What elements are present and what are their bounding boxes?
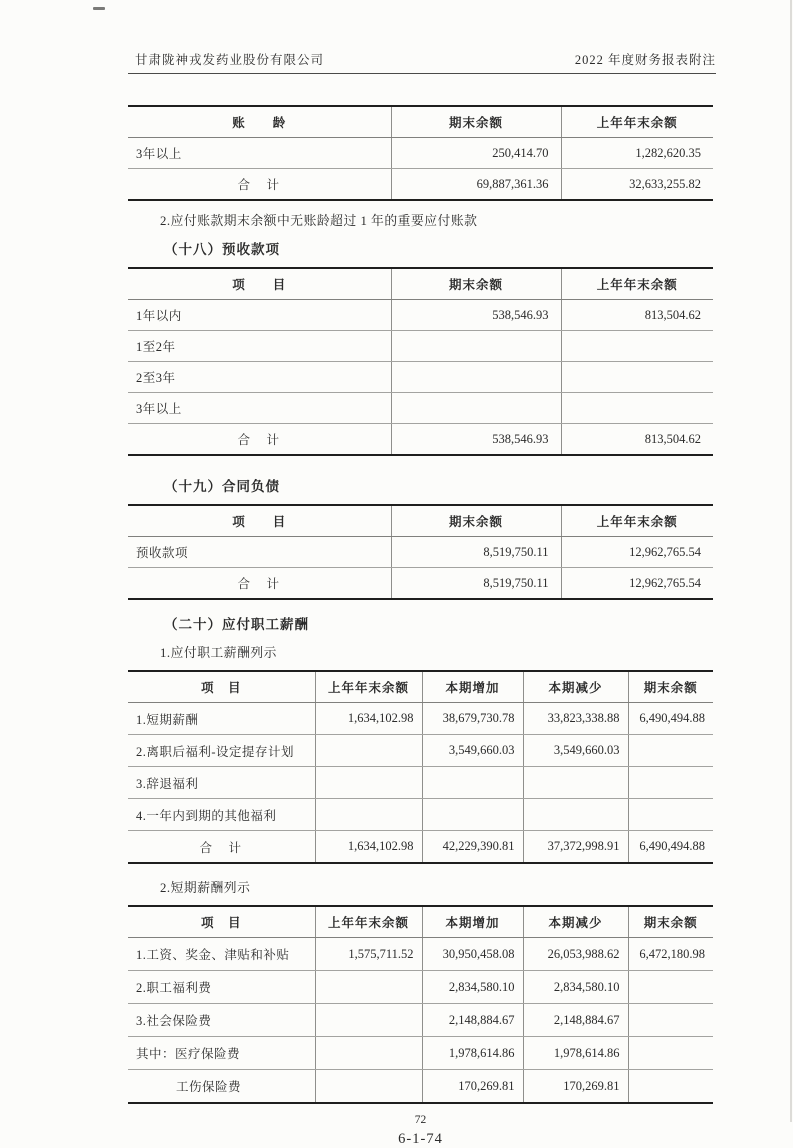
col-header-ending-balance: 期末余额 bbox=[391, 268, 561, 300]
row-label: 3年以上 bbox=[128, 138, 391, 169]
accounts-payable-aging-table bbox=[128, 105, 713, 201]
row-label: 4.一年内到期的其他福利 bbox=[128, 799, 315, 831]
amount-cell: 37,372,998.91 bbox=[523, 831, 628, 864]
amount-cell: 250,414.70 bbox=[391, 138, 561, 169]
amount-cell: 8,519,750.11 bbox=[391, 568, 561, 600]
total-label: 合 计 bbox=[128, 169, 391, 201]
table-row bbox=[128, 767, 713, 799]
col-header-increase: 本期增加 bbox=[422, 671, 523, 703]
amount-cell bbox=[628, 971, 713, 1004]
table-row bbox=[128, 799, 713, 831]
col-header-item: 项 目 bbox=[128, 671, 315, 703]
amount-cell: 2,834,580.10 bbox=[422, 971, 523, 1004]
table-row bbox=[128, 331, 713, 362]
contract-liabilities-table bbox=[128, 504, 713, 600]
table-row bbox=[128, 938, 713, 971]
row-label: 2.职工福利费 bbox=[128, 971, 315, 1004]
col-header-prior-year-balance: 上年年末余额 bbox=[315, 906, 422, 938]
amount-cell bbox=[628, 767, 713, 799]
amount-cell bbox=[315, 971, 422, 1004]
amount-cell bbox=[315, 735, 422, 767]
amount-cell bbox=[561, 362, 713, 393]
col-header-item: 项 目 bbox=[128, 505, 391, 537]
amount-cell: 6,472,180.98 bbox=[628, 938, 713, 971]
amount-cell bbox=[523, 799, 628, 831]
amount-cell bbox=[315, 1070, 422, 1104]
row-label: 3年以上 bbox=[128, 393, 391, 424]
col-header-decrease: 本期减少 bbox=[523, 671, 628, 703]
table-row bbox=[128, 971, 713, 1004]
amount-cell: 1,634,102.98 bbox=[315, 831, 422, 864]
table-row bbox=[128, 735, 713, 767]
amount-cell: 12,962,765.54 bbox=[561, 537, 713, 568]
amount-cell bbox=[315, 1004, 422, 1037]
amount-cell: 1,575,711.52 bbox=[315, 938, 422, 971]
table-row bbox=[128, 362, 713, 393]
amount-cell bbox=[561, 393, 713, 424]
total-label: 合 计 bbox=[128, 424, 391, 456]
note-line: 2.应付账款期末余额中无账龄超过 1 年的重要应付账款 bbox=[160, 214, 478, 228]
total-row bbox=[128, 424, 713, 456]
amount-cell bbox=[628, 799, 713, 831]
amount-cell: 6,490,494.88 bbox=[628, 831, 713, 864]
col-header-ending-balance: 期末余额 bbox=[628, 671, 713, 703]
amount-cell: 1,282,620.35 bbox=[561, 138, 713, 169]
table-row bbox=[128, 138, 713, 169]
amount-cell: 32,633,255.82 bbox=[561, 169, 713, 201]
amount-cell bbox=[628, 1037, 713, 1070]
row-label: 1.短期薪酬 bbox=[128, 703, 315, 735]
total-row bbox=[128, 169, 713, 201]
amount-cell: 1,978,614.86 bbox=[422, 1037, 523, 1070]
section-title-contract-liabilities: （十九）合同负债 bbox=[164, 479, 280, 494]
row-label: 1.工资、奖金、津贴和补贴 bbox=[128, 938, 315, 971]
company-name: 甘肃陇神戎发药业股份有限公司 bbox=[135, 53, 325, 67]
amount-cell: 170,269.81 bbox=[523, 1070, 628, 1104]
amount-cell: 69,887,361.36 bbox=[391, 169, 561, 201]
amount-cell bbox=[391, 362, 561, 393]
amount-cell bbox=[315, 799, 422, 831]
amount-cell: 26,053,988.62 bbox=[523, 938, 628, 971]
col-header-item: 项 目 bbox=[128, 268, 391, 300]
amount-cell: 538,546.93 bbox=[391, 300, 561, 331]
amount-cell: 33,823,338.88 bbox=[523, 703, 628, 735]
row-label: 2至3年 bbox=[128, 362, 391, 393]
amount-cell bbox=[561, 331, 713, 362]
row-label: 1年以内 bbox=[128, 300, 391, 331]
report-title: 2022 年度财务报表附注 bbox=[574, 53, 716, 67]
col-header-ending-balance: 期末余额 bbox=[391, 106, 561, 138]
header-row bbox=[128, 671, 713, 703]
amount-cell: 2,148,884.67 bbox=[523, 1004, 628, 1037]
row-label: 工伤保险费 bbox=[128, 1070, 315, 1104]
header-row bbox=[128, 906, 713, 938]
amount-cell: 2,834,580.10 bbox=[523, 971, 628, 1004]
page-header bbox=[128, 50, 716, 74]
amount-cell bbox=[422, 799, 523, 831]
short-term-compensation-table bbox=[128, 905, 713, 1104]
amount-cell bbox=[523, 767, 628, 799]
amount-cell bbox=[315, 1037, 422, 1070]
row-label: 1至2年 bbox=[128, 331, 391, 362]
amount-cell bbox=[422, 767, 523, 799]
row-label: 其中：医疗保险费 bbox=[128, 1037, 315, 1070]
row-label: 3.社会保险费 bbox=[128, 1004, 315, 1037]
amount-cell: 170,269.81 bbox=[422, 1070, 523, 1104]
amount-cell bbox=[628, 1070, 713, 1104]
amount-cell: 1,978,614.86 bbox=[523, 1037, 628, 1070]
row-label: 2.离职后福利-设定提存计划 bbox=[128, 735, 315, 767]
total-row bbox=[128, 831, 713, 864]
col-header-decrease: 本期减少 bbox=[523, 906, 628, 938]
table-row bbox=[128, 703, 713, 735]
row-label: 预收款项 bbox=[128, 537, 391, 568]
amount-cell bbox=[391, 393, 561, 424]
table-row bbox=[128, 1037, 713, 1070]
header-row bbox=[128, 106, 713, 138]
table-row bbox=[128, 300, 713, 331]
page-footer bbox=[128, 1114, 713, 1148]
header-row bbox=[128, 268, 713, 300]
header-row bbox=[128, 505, 713, 537]
section-title-employee-compensation: （二十）应付职工薪酬 bbox=[164, 617, 309, 632]
total-label: 合 计 bbox=[128, 568, 391, 600]
col-header-prior-year-balance: 上年年末余额 bbox=[561, 106, 713, 138]
amount-cell: 42,229,390.81 bbox=[422, 831, 523, 864]
col-header-increase: 本期增加 bbox=[422, 906, 523, 938]
amount-cell bbox=[628, 735, 713, 767]
page-number: 72 bbox=[414, 1114, 427, 1126]
page-content bbox=[128, 105, 713, 1148]
amount-cell: 6,490,494.88 bbox=[628, 703, 713, 735]
amount-cell: 3,549,660.03 bbox=[523, 735, 628, 767]
amount-cell: 1,634,102.98 bbox=[315, 703, 422, 735]
col-header-aging: 账 龄 bbox=[128, 106, 391, 138]
col-header-ending-balance: 期末余额 bbox=[391, 505, 561, 537]
scan-artifact bbox=[93, 7, 105, 10]
amount-cell: 30,950,458.08 bbox=[422, 938, 523, 971]
col-header-prior-year-balance: 上年年末余额 bbox=[315, 671, 422, 703]
amount-cell: 813,504.62 bbox=[561, 424, 713, 456]
doc-page-label: 6-1-74 bbox=[398, 1131, 443, 1147]
row-label: 3.辞退福利 bbox=[128, 767, 315, 799]
subsection-title-short-term-list: 2.短期薪酬列示 bbox=[160, 881, 251, 895]
table-row bbox=[128, 1070, 713, 1104]
amount-cell: 12,962,765.54 bbox=[561, 568, 713, 600]
amount-cell: 2,148,884.67 bbox=[422, 1004, 523, 1037]
section-title-advances-received: （十八）预收款项 bbox=[164, 242, 280, 257]
table-row bbox=[128, 393, 713, 424]
amount-cell: 538,546.93 bbox=[391, 424, 561, 456]
amount-cell bbox=[315, 767, 422, 799]
col-header-prior-year-balance: 上年年末余额 bbox=[561, 505, 713, 537]
employee-compensation-table bbox=[128, 670, 713, 864]
col-header-ending-balance: 期末余额 bbox=[628, 906, 713, 938]
col-header-prior-year-balance: 上年年末余额 bbox=[561, 268, 713, 300]
table-row bbox=[128, 537, 713, 568]
total-label: 合 计 bbox=[128, 831, 315, 864]
table-row bbox=[128, 1004, 713, 1037]
subsection-title-compensation-list: 1.应付职工薪酬列示 bbox=[160, 646, 277, 660]
amount-cell: 3,549,660.03 bbox=[422, 735, 523, 767]
col-header-item: 项 目 bbox=[128, 906, 315, 938]
scan-edge-artifact bbox=[790, 0, 792, 1122]
advances-received-table bbox=[128, 267, 713, 456]
amount-cell bbox=[628, 1004, 713, 1037]
total-row bbox=[128, 568, 713, 600]
amount-cell: 38,679,730.78 bbox=[422, 703, 523, 735]
amount-cell: 813,504.62 bbox=[561, 300, 713, 331]
amount-cell bbox=[391, 331, 561, 362]
amount-cell: 8,519,750.11 bbox=[391, 537, 561, 568]
